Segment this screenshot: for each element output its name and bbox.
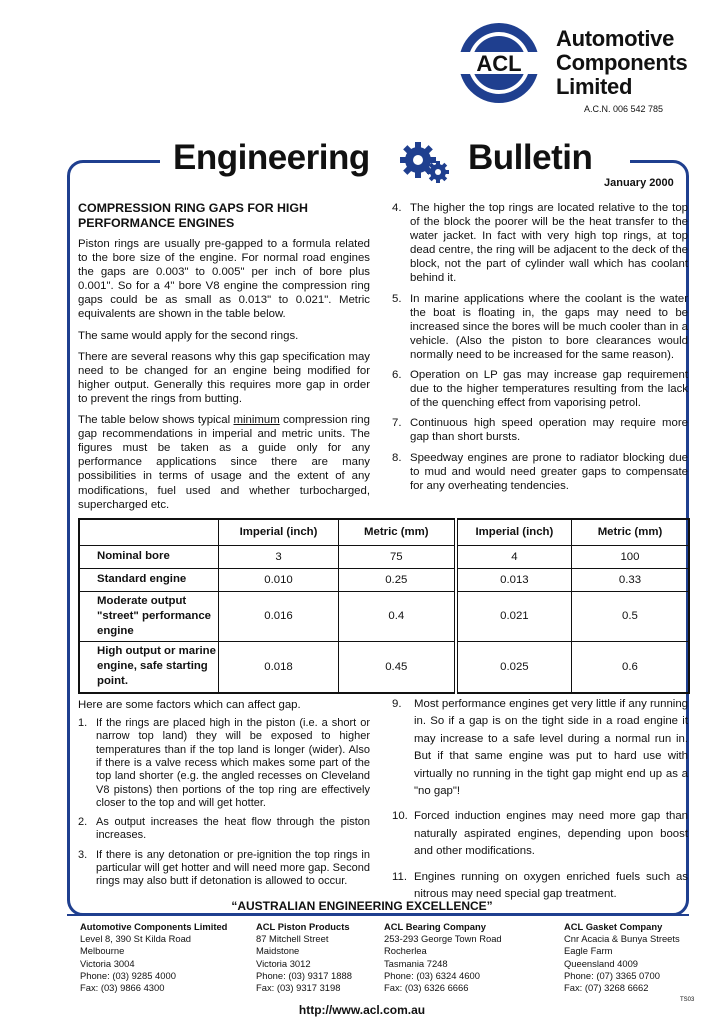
- footer-divider: [67, 914, 689, 916]
- list-item: 9. Most performance engines get very little if any running in. So if a gap is on the tight side in a road engine it may increase to a safe level during a normal run in. But if that same engine was put to hard use with virtually no running in the tight gap might end up as a "no gap"!: [392, 698, 688, 798]
- list-item: 8. Speedway engines are prone to radiator blocking due to mud and would need greater gaps to compensate for any overheating tendencies.: [392, 451, 688, 492]
- list-item: 5. In marine applications where the coolant is the water the boat is floating in, the gaps may need to be increased since the bores will be much cooler than in a vehicle. (Also the piston to bore clearances would normally need to be increased for the same reason).: [392, 292, 688, 361]
- paragraph-3: There are several reasons why this gap specification may need to be changed for an engine being modified for higher output. Generally this requires more gap in order to prevent the rings from butting.: [78, 350, 370, 405]
- left-column-bottom: [78, 698, 370, 895]
- address-block: ACL Piston Products 87 Mitchell Street Maidstone Victoria 3012 Phone: (03) 9317 1888 Fax: (03) 9317 3198: [256, 921, 352, 994]
- list-item: 1. If the rings are placed high in the piston (i.e. a short or narrow top land) they will be exposed to higher temperatures than if the top land is longer (wider). Also if there is a valve recess which makes some part of the top land shorter (e.g. the angled recesses on Cleveland V8 pistons) then portions of the top ring are effectively closer to the top and will get hotter.: [78, 717, 370, 809]
- table-row: Standard engine 0.010 0.25 0.013 0.33: [79, 568, 689, 591]
- bulletin-date: January 2000: [604, 177, 674, 189]
- address-block: ACL Bearing Company 253-293 George Town Road Rocherlea Tasmania 7248 Phone: (03) 6324 4600 Fax: (03) 6326 6666: [384, 921, 502, 994]
- list-item: 3. If there is any detonation or pre-ignition the top rings in particular will get hotter and will need more gap. Second rings may also butt if detonation is allowed to occur.: [78, 848, 370, 888]
- table-row: Moderate output "street" performance engine 0.016 0.4 0.021 0.5: [79, 591, 689, 641]
- list-item: 10. Forced induction engines may need more gap than naturally aspirated engines, depending upon boost and other modifications.: [392, 810, 688, 858]
- title-bulletin: Bulletin: [468, 138, 593, 177]
- document-code: TS03: [680, 997, 695, 1003]
- gears-icon: [398, 140, 454, 184]
- list-item: 6. Operation on LP gas may increase gap requirement due to the higher temperatures resulting from the lack of the quenching effect from vaporising petrol.: [392, 369, 688, 410]
- ring-gap-table: [78, 518, 690, 694]
- right-column-top: [392, 201, 688, 499]
- address-block: Automotive Components Limited Level 8, 390 St Kilda Road Melbourne Victoria 3004 Phone: (03) 9285 4000 Fax: (03) 9866 4300: [80, 921, 228, 994]
- list-item: 11. Engines running on oxygen enriched fuels such as nitrous may need special gap treatment.: [392, 870, 688, 901]
- acl-logo: [458, 22, 540, 104]
- list-item: 4. The higher the top rings are located relative to the top of the block the poorer will be the heat transfer to the water jacket. In fact with very high top rings, at top dead centre, the ring will be adjacent to the deck of the block, not the part of cylinder wall which has coolant behind it.: [392, 202, 688, 285]
- left-column-top: [78, 201, 370, 519]
- table-row: High output or marine engine, safe starting point. 0.018 0.45 0.025 0.6: [79, 641, 689, 693]
- article-heading: COMPRESSION RING GAPS FOR HIGH PERFORMANCE ENGINES: [78, 201, 308, 230]
- slogan: “AUSTRALIAN ENGINEERING EXCELLENCE”: [231, 899, 493, 913]
- paragraph-4: The table below shows typical minimum compression ring gap recommendations in imperial and metric units. The figures must be taken as a guide only for any performance applications since there are many possibilities in terms of usage and the extent of any modifications, fuel used and whether turbocharged, supercharged etc.: [78, 414, 370, 511]
- table-header-row: Imperial (inch) Metric (mm) Imperial (inch) Metric (mm): [79, 519, 689, 545]
- logo-text: ACL: [476, 51, 522, 76]
- right-column-bottom: [392, 696, 688, 911]
- title-engineering: Engineering: [173, 138, 370, 177]
- address-block: ACL Gasket Company Cnr Acacia & Bunya Streets Eagle Farm Queensland 4009 Phone: (07) 3365 0700 Fax: (07) 3268 6662: [564, 921, 680, 994]
- acn-number: A.C.N. 006 542 785: [584, 104, 664, 114]
- table-row: Nominal bore 3 75 4 100: [79, 545, 689, 568]
- list-item: 7. Continuous high speed operation may require more gap than short bursts.: [392, 417, 688, 444]
- factors-intro: Here are some factors which can affect gap.: [78, 699, 301, 711]
- company-name: Automotive Components Limited: [556, 26, 688, 99]
- paragraph-2: The same would apply for the second rings.: [78, 329, 299, 342]
- website-link[interactable]: http://www.acl.com.au: [298, 1003, 426, 1017]
- paragraph-1: Piston rings are usually pre-gapped to a formula related to the bore size of the engine. For normal road engines the gaps are 0.003" to 0.005" per inch of bore plus 0.001". So for a 4" bore V8 engine the compression ring gaps could be as small as 0.013" to 0.021". Metric equivalents are shown in the table below.: [78, 238, 370, 321]
- list-item: 2. As output increases the heat flow through the piston increases.: [78, 816, 370, 842]
